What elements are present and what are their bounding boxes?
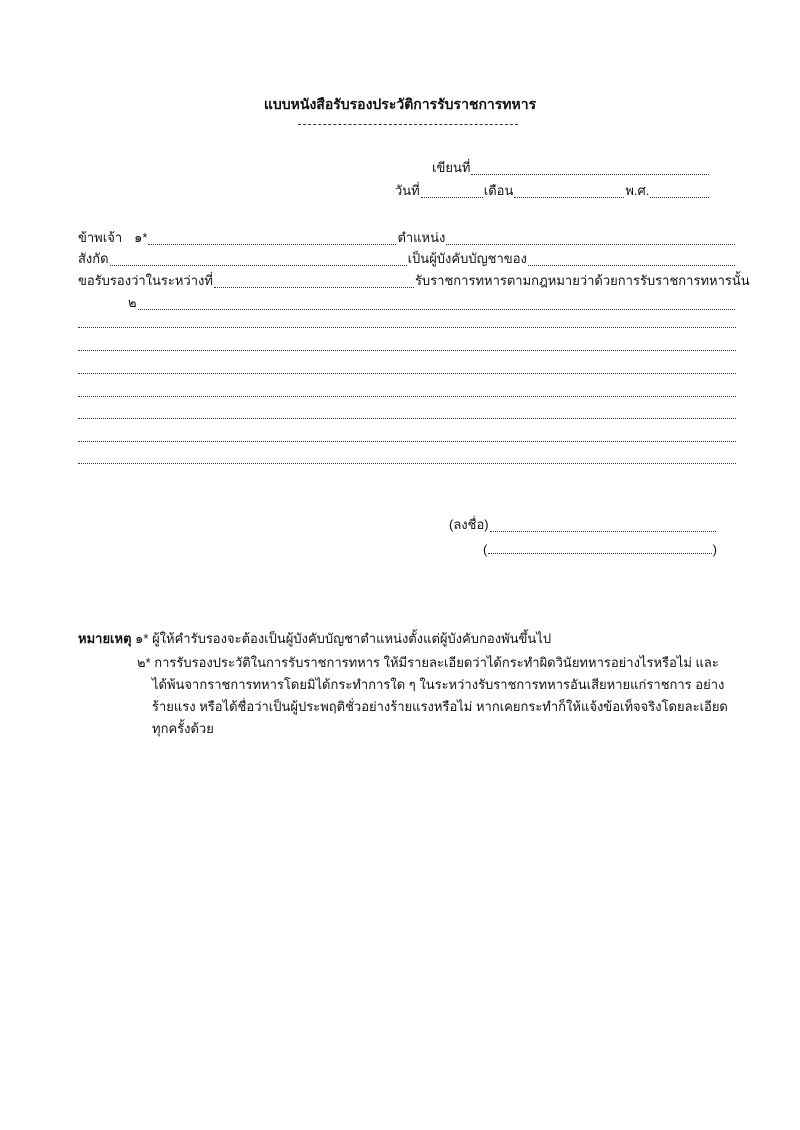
close-paren: )	[712, 542, 717, 557]
date-label: วันที่	[395, 183, 420, 198]
signature-blank[interactable]	[490, 531, 716, 532]
day-blank[interactable]	[421, 197, 483, 198]
written-at-field[interactable]	[432, 160, 710, 178]
details-row	[128, 295, 736, 313]
sign-label: (ลงชื่อ)	[449, 517, 489, 532]
printed-name-field[interactable]	[483, 539, 717, 557]
details-line[interactable]	[78, 463, 736, 464]
written-at-label: เขียนที่	[432, 160, 471, 175]
signature-field[interactable]	[449, 517, 717, 535]
details-line[interactable]	[78, 327, 736, 328]
commander-of-blank[interactable]	[528, 265, 735, 266]
document-title: แบบหนังสือรับรองประวัติการรับราชการทหาร	[263, 96, 537, 112]
name-row	[78, 230, 736, 248]
certify-row	[78, 273, 750, 291]
i-label: ข้าพเจ้า	[78, 230, 123, 245]
position-label: ตำแหน่ง	[397, 230, 446, 245]
details-line[interactable]	[78, 373, 736, 374]
open-paren: (	[483, 542, 488, 557]
title-underline	[298, 124, 518, 125]
ref1-marker: ๑*	[134, 230, 148, 245]
affiliation-blank[interactable]	[110, 265, 407, 266]
details-line[interactable]	[78, 441, 736, 442]
note-2-line: ได้พ้นจากราชการทหารโดยมิได้กระทำการใด ๆ ในระหว่างรับราชการทหารอันเสียหายแก่ราชการ อย่าง	[152, 677, 725, 692]
ref2-marker: ๒	[128, 295, 137, 310]
printed-name-blank[interactable]	[488, 553, 711, 554]
position-blank[interactable]	[446, 244, 735, 245]
serviceman-blank[interactable]	[214, 287, 414, 288]
commander-of-label: เป็นผู้บังคับบัญชาของ	[407, 251, 527, 266]
month-label: เดือน	[483, 183, 514, 198]
month-blank[interactable]	[514, 197, 624, 198]
affiliation-label: สังกัด	[78, 251, 109, 266]
year-blank[interactable]	[650, 197, 709, 198]
year-label: พ.ศ.	[625, 183, 650, 198]
name-blank[interactable]	[148, 244, 396, 245]
written-at-blank[interactable]	[471, 174, 709, 175]
affiliation-row	[78, 251, 736, 269]
note-1	[78, 628, 551, 649]
date-field[interactable]	[395, 183, 710, 201]
certify-during-label: ขอรับรองว่าในระหว่างที่	[78, 273, 213, 288]
note-2-line: ร้ายแรง หรือได้ชื่อว่าเป็นผู้ประพฤติชั่วอย่างร้ายแรงหรือไม่ หากเคยกระทำก็ให้แจ้งข้อเท็จจริงโดยละเอียด	[152, 699, 728, 714]
notes-label: หมายเหตุ	[78, 631, 132, 646]
details-line[interactable]	[78, 350, 736, 351]
note-2-line: ๒* การรับรองประวัติในการรับราชการทหาร ให้มีรายละเอียดว่าได้กระทำผิดวินัยทหารอย่างไรหรือไม่ และ	[137, 655, 719, 670]
details-blank[interactable]	[138, 309, 735, 310]
served-text: รับราชการทหารตามกฎหมายว่าด้วยการรับราชการทหารนั้น	[414, 273, 750, 288]
note-1-text: ๑* ผู้ให้คำรับรองจะต้องเป็นผู้บังคับบัญชาตำแหน่งตั้งแต่ผู้บังคับกองพันขึ้นไป	[135, 631, 552, 646]
note-2-line: ทุกครั้งด้วย	[152, 721, 214, 736]
details-line[interactable]	[78, 418, 736, 419]
details-line[interactable]	[78, 396, 736, 397]
